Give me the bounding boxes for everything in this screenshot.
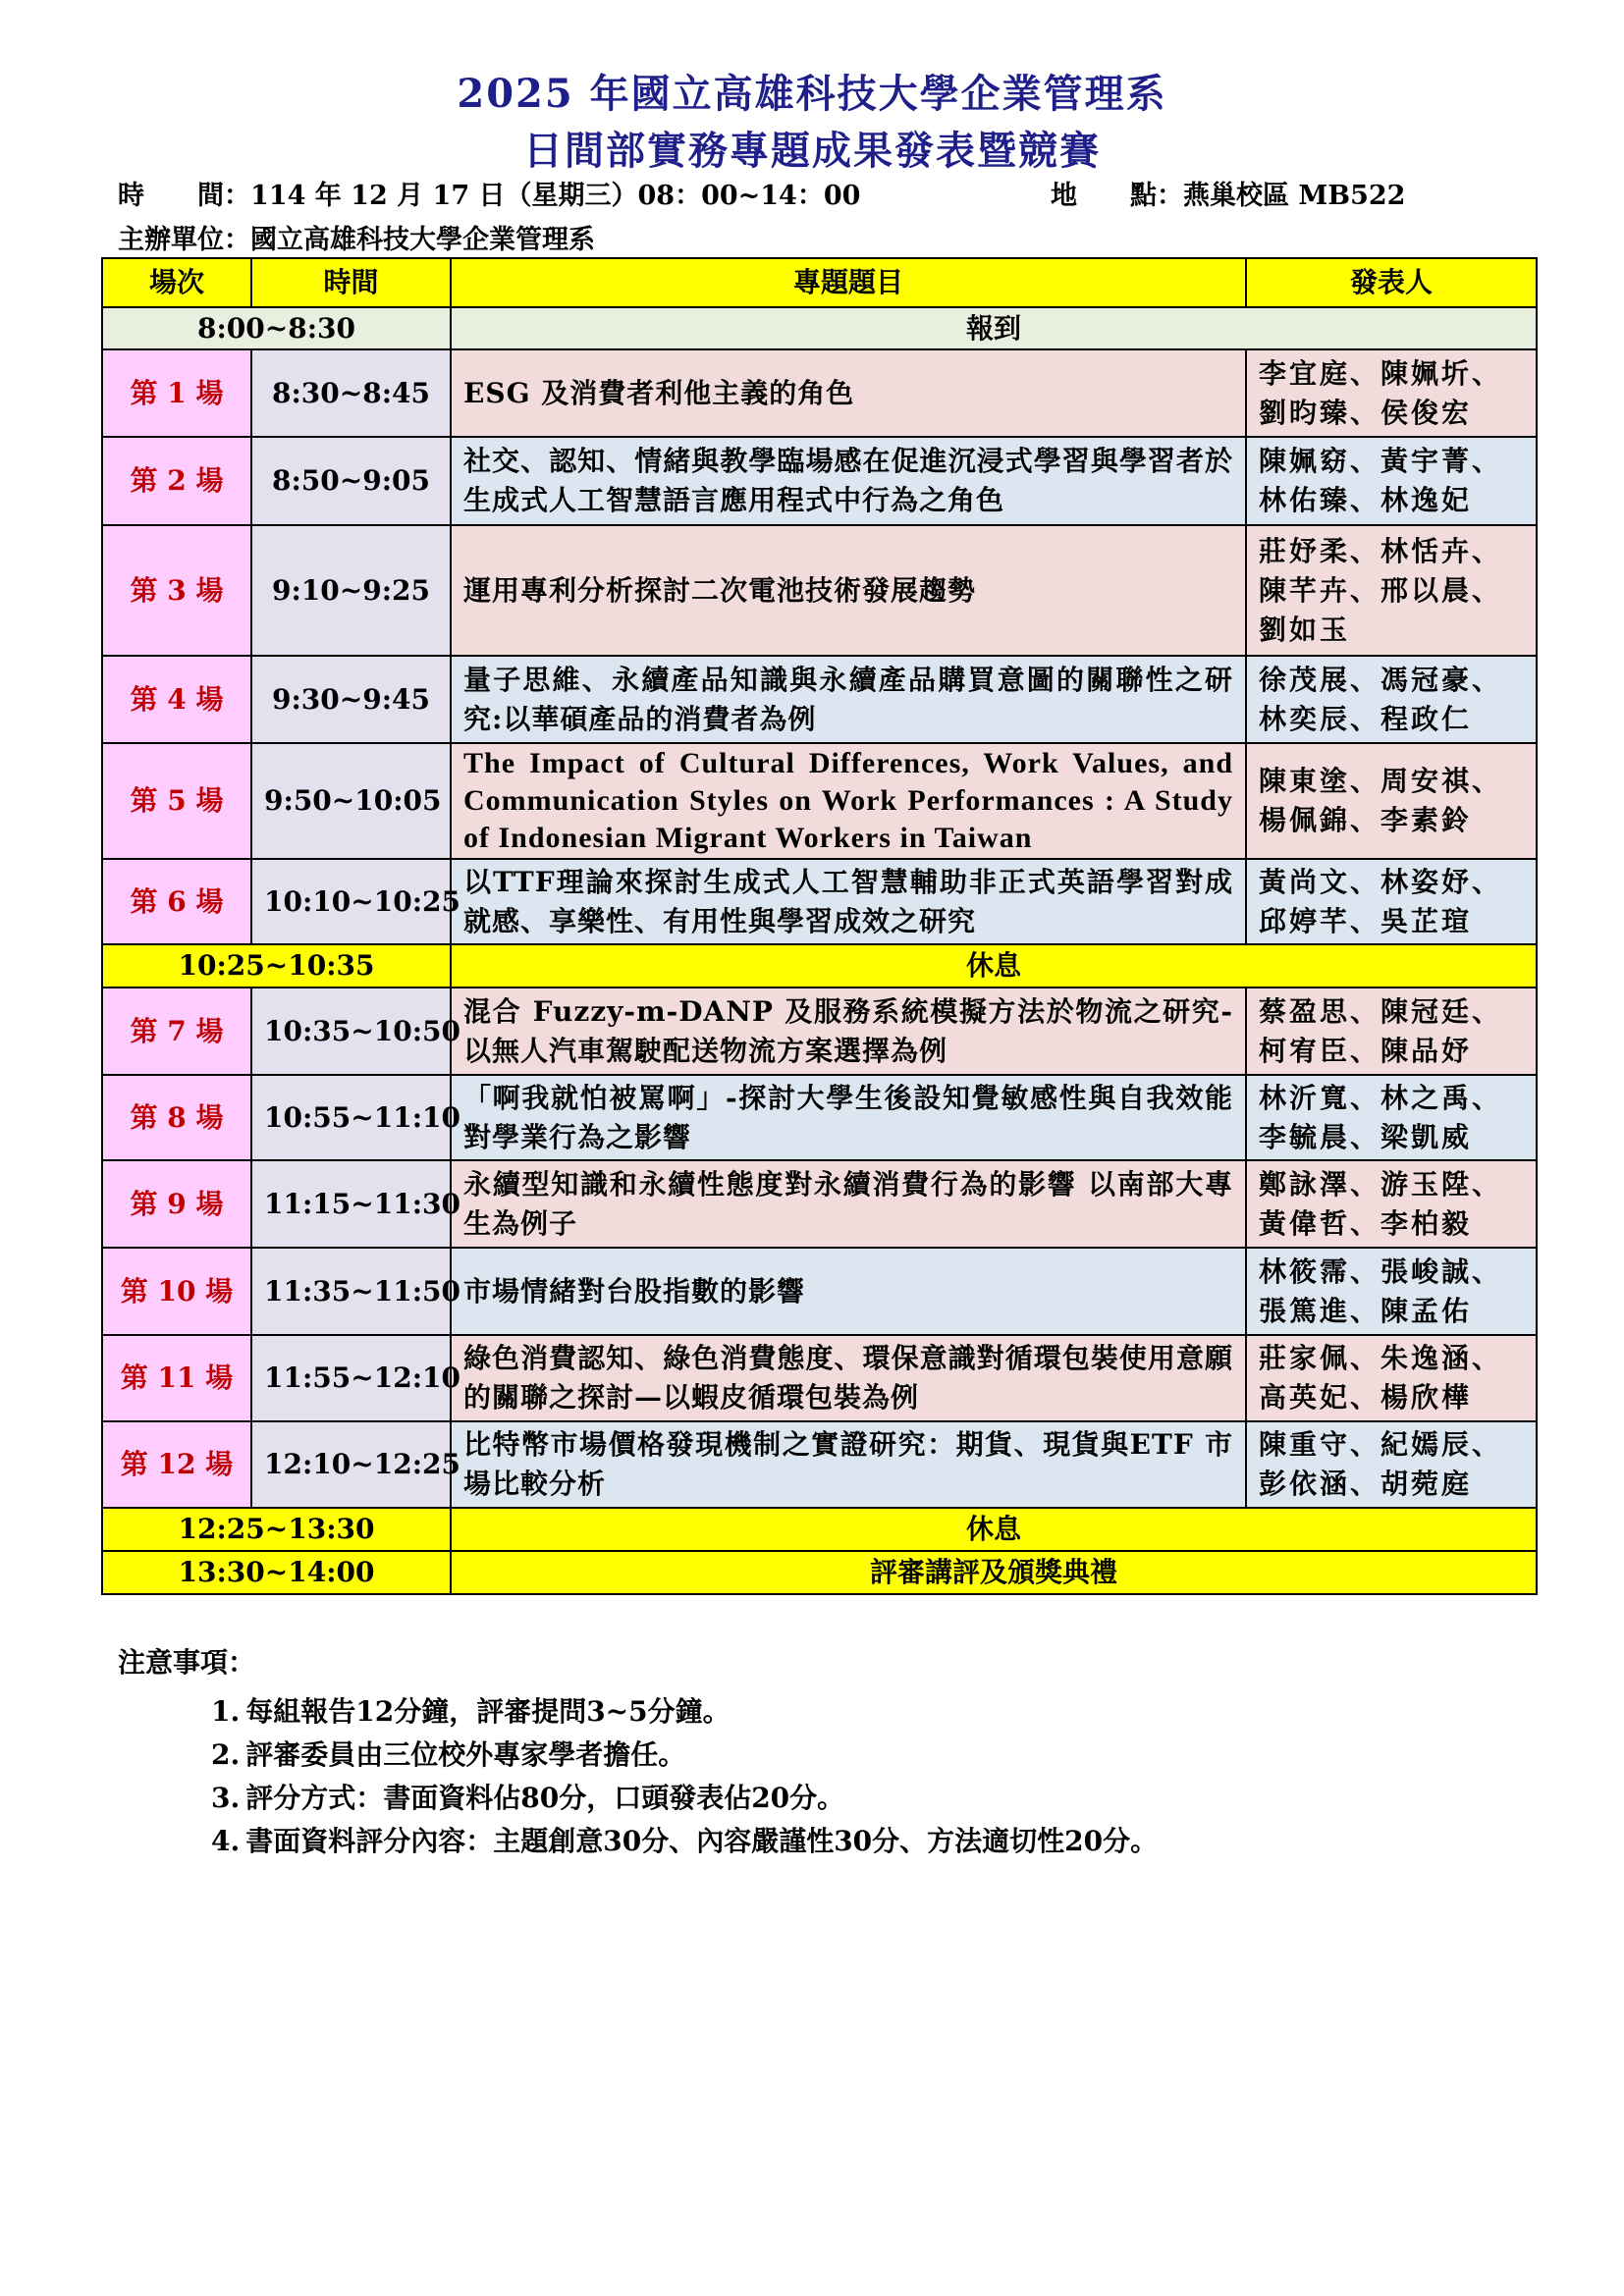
note-item: [211, 1777, 1158, 1820]
table-row: [102, 1160, 1537, 1248]
break-row: [102, 1508, 1537, 1551]
session-number: 第 10 場: [102, 1248, 251, 1335]
session-topic: 量子思維、永續產品知識與永續產品購買意圖的關聯性之研究:以華碩產品的消費者為例: [451, 656, 1246, 743]
notes-section: [118, 1641, 1158, 1863]
note-text: 每組報告12分鐘，評審提問3~5分鐘。: [245, 1695, 731, 1728]
notes-heading: 注意事項：: [118, 1646, 256, 1679]
session-presenters: 陳重守、紀嫣辰、彭依涵、胡菀庭: [1246, 1421, 1537, 1508]
break-time: 12:25~13:30: [102, 1508, 451, 1551]
note-number: 2.: [211, 1738, 241, 1771]
table-row: [102, 525, 1537, 656]
closing-label: 評審講評及頒獎典禮: [451, 1551, 1537, 1594]
session-presenters: 黃尚文、林姿妤、邱婷芊、吳芷瑄: [1246, 859, 1537, 944]
session-number: 第 5 場: [102, 743, 251, 859]
session-presenters: 莊妤柔、林恬卉、陳芊卉、邢以晨、劉如玉: [1246, 525, 1537, 656]
session-topic: 綠色消費認知、綠色消費態度、環保意識對循環包裝使用意願的關聯之探討—以蝦皮循環包裝為例: [451, 1335, 1246, 1421]
table-header-row: [102, 258, 1537, 307]
closing-time: 13:30~14:00: [102, 1551, 451, 1594]
table-row: [102, 743, 1537, 859]
session-presenters: 莊家佩、朱逸涵、高英妃、楊欣樺: [1246, 1335, 1537, 1421]
session-number: 第 6 場: [102, 859, 251, 944]
location: [1051, 174, 1405, 212]
session-number: 第 7 場: [102, 988, 251, 1075]
registration-row: [102, 307, 1537, 349]
note-number: 4.: [211, 1825, 241, 1857]
table-row: [102, 437, 1537, 525]
event-info: [118, 174, 1532, 212]
break-label: 休息: [451, 1508, 1537, 1551]
session-time: 10:10~10:25: [251, 859, 451, 944]
session-presenters: 徐茂展、馮冠豪、林奕辰、程政仁: [1246, 656, 1537, 743]
session-time: 9:50~10:05: [251, 743, 451, 859]
column-header-presenters: 發表人: [1246, 258, 1537, 307]
schedule-table: [101, 257, 1538, 1595]
table-row: [102, 988, 1537, 1075]
session-topic: 永續型知識和永續性態度對永續消費行為的影響 以南部大專生為例子: [451, 1160, 1246, 1248]
session-number: 第 11 場: [102, 1335, 251, 1421]
table-row: [102, 1421, 1537, 1508]
organizer-label: 主辦單位：: [118, 225, 250, 255]
session-number: 第 8 場: [102, 1075, 251, 1160]
session-number: 第 4 場: [102, 656, 251, 743]
registration-label: 報到: [451, 307, 1537, 349]
session-presenters: 林筱霈、張峻誠、張篤進、陳孟佑: [1246, 1248, 1537, 1335]
note-number: 3.: [211, 1782, 241, 1814]
note-item: [211, 1734, 1158, 1777]
session-topic: 運用專利分析探討二次電池技術發展趨勢: [451, 525, 1246, 656]
session-time: 8:50~9:05: [251, 437, 451, 525]
session-presenters: 鄭詠澤、游玉陞、黃偉哲、李柏毅: [1246, 1160, 1537, 1248]
location-label: 地 點：: [1051, 181, 1183, 211]
organizer: [118, 218, 595, 256]
session-topic: The Impact of Cultural Differences, Work Values, and Communication Styles on Work Performances : A Study of Indonesian Migrant Workers in Taiwan: [451, 743, 1246, 859]
notes-list: [118, 1690, 1158, 1863]
session-topic: 「啊我就怕被罵啊」-探討大學生後設知覺敏感性與自我效能對學業行為之影響: [451, 1075, 1246, 1160]
closing-row: [102, 1551, 1537, 1594]
session-number: 第 2 場: [102, 437, 251, 525]
time-value: 114 年 12 月 17 日（星期三）08：00~14：00: [250, 181, 861, 211]
session-time: 11:55~12:10: [251, 1335, 451, 1421]
table-row: [102, 1335, 1537, 1421]
session-presenters: 陳姵窈、黃宇菁、林佑臻、林逸妃: [1246, 437, 1537, 525]
table-row: [102, 1075, 1537, 1160]
session-topic: 以TTF理論來探討生成式人工智慧輔助非正式英語學習對成就感、享樂性、有用性與學習成效之研究: [451, 859, 1246, 944]
page-subtitle: 日間部實務專題成果發表暨競賽: [523, 128, 1101, 174]
organizer-value: 國立高雄科技大學企業管理系: [250, 225, 595, 255]
table-row: [102, 859, 1537, 944]
session-topic: 社交、認知、情緒與教學臨場感在促進沉浸式學習與學習者於生成式人工智慧語言應用程式中行為之角色: [451, 437, 1246, 525]
session-presenters: 林沂寬、林之禹、李毓晨、梁凱威: [1246, 1075, 1537, 1160]
session-time: 11:15~11:30: [251, 1160, 451, 1248]
column-header-time: 時間: [251, 258, 451, 307]
session-topic: 混合 Fuzzy-m-DANP 及服務系統模擬方法於物流之研究-以無人汽車駕駛配送物流方案選擇為例: [451, 988, 1246, 1075]
table-row: [102, 656, 1537, 743]
session-time: 12:10~12:25: [251, 1421, 451, 1508]
session-time: 8:30~8:45: [251, 349, 451, 437]
session-time: 11:35~11:50: [251, 1248, 451, 1335]
session-time: 9:10~9:25: [251, 525, 451, 656]
page-title: 2025 年國立高雄科技大學企業管理系: [457, 71, 1167, 117]
session-time: 9:30~9:45: [251, 656, 451, 743]
note-text: 評分方式：書面資料佔80分，口頭發表佔20分。: [245, 1782, 845, 1814]
note-item: [211, 1820, 1158, 1863]
column-header-session: 場次: [102, 258, 251, 307]
note-text: 評審委員由三位校外專家學者擔任。: [245, 1738, 686, 1771]
note-text: 書面資料評分內容：主題創意30分、內容嚴謹性30分、方法適切性20分。: [245, 1825, 1159, 1857]
session-number: 第 9 場: [102, 1160, 251, 1248]
session-presenters: 陳東塗、周安祺、楊佩錦、李素鈴: [1246, 743, 1537, 859]
break-time: 10:25~10:35: [102, 944, 451, 988]
time-label: 時 間：: [118, 181, 250, 211]
session-topic: 比特幣市場價格發現機制之實證研究：期貨、現貨與ETF 市場比較分析: [451, 1421, 1246, 1508]
session-topic: ESG 及消費者利他主義的角色: [451, 349, 1246, 437]
session-presenters: 蔡盈思、陳冠廷、柯宥臣、陳品妤: [1246, 988, 1537, 1075]
session-topic: 市場情緒對台股指數的影響: [451, 1248, 1246, 1335]
session-time: 10:55~11:10: [251, 1075, 451, 1160]
session-presenters: 李宜庭、陳姵圻、劉昀臻、侯俊宏: [1246, 349, 1537, 437]
note-number: 1.: [211, 1695, 241, 1728]
table-row: [102, 349, 1537, 437]
column-header-topic: 專題題目: [451, 258, 1246, 307]
session-number: 第 12 場: [102, 1421, 251, 1508]
session-number: 第 3 場: [102, 525, 251, 656]
break-label: 休息: [451, 944, 1537, 988]
session-number: 第 1 場: [102, 349, 251, 437]
break-row: [102, 944, 1537, 988]
table-row: [102, 1248, 1537, 1335]
registration-time: 8:00~8:30: [102, 307, 451, 349]
session-time: 10:35~10:50: [251, 988, 451, 1075]
note-item: [211, 1690, 1158, 1734]
location-value: 燕巢校區 MB522: [1183, 181, 1406, 211]
